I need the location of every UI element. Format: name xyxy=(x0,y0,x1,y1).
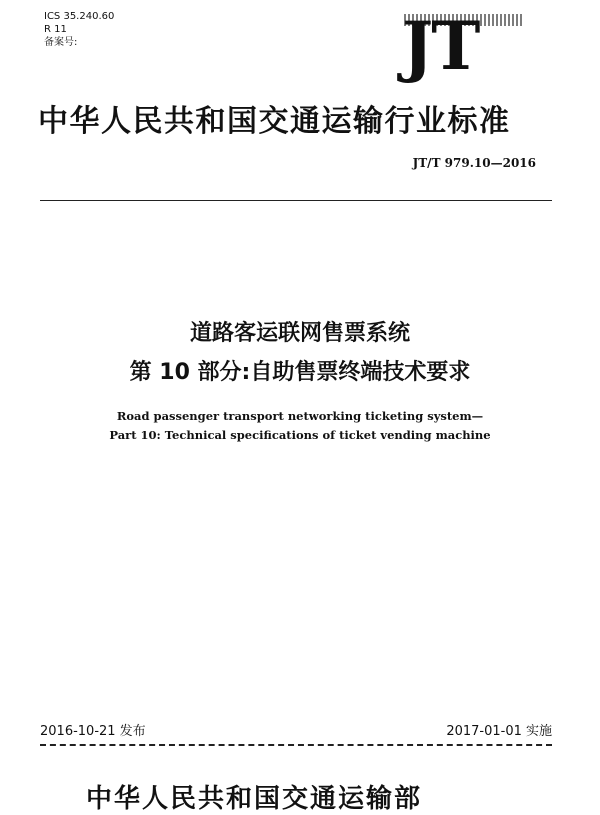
chinese-title-line-1: 道路客运联网售票系统 xyxy=(189,321,410,346)
standard-number: JT/T 979.10—2016 xyxy=(412,156,536,170)
chinese-title-line-2: 第 10 部分:自助售票终端技术要求 xyxy=(129,360,471,385)
english-title-line-1: Road passenger transport networking ticketing system— xyxy=(116,409,484,423)
publisher: 中华人民共和国交通运输部 xyxy=(86,784,423,814)
top-divider xyxy=(40,200,552,201)
organization-title: 中华人民共和国交通运输行业标准 xyxy=(38,104,511,139)
bottom-divider xyxy=(40,744,552,746)
english-title-line-2: Part 10: Technical specifications of ticket vending machine xyxy=(109,428,491,442)
ics-code: ICS 35.240.60 xyxy=(44,11,115,22)
issue-date: 2016-10-21 发布 xyxy=(40,724,146,739)
implementation-date: 2017-01-01 实施 xyxy=(446,724,552,739)
standard-meta xyxy=(44,10,114,49)
jt-logo: JT xyxy=(402,7,479,85)
category-code: R 11 xyxy=(44,24,67,35)
filing-number: 备案号: xyxy=(44,37,78,48)
